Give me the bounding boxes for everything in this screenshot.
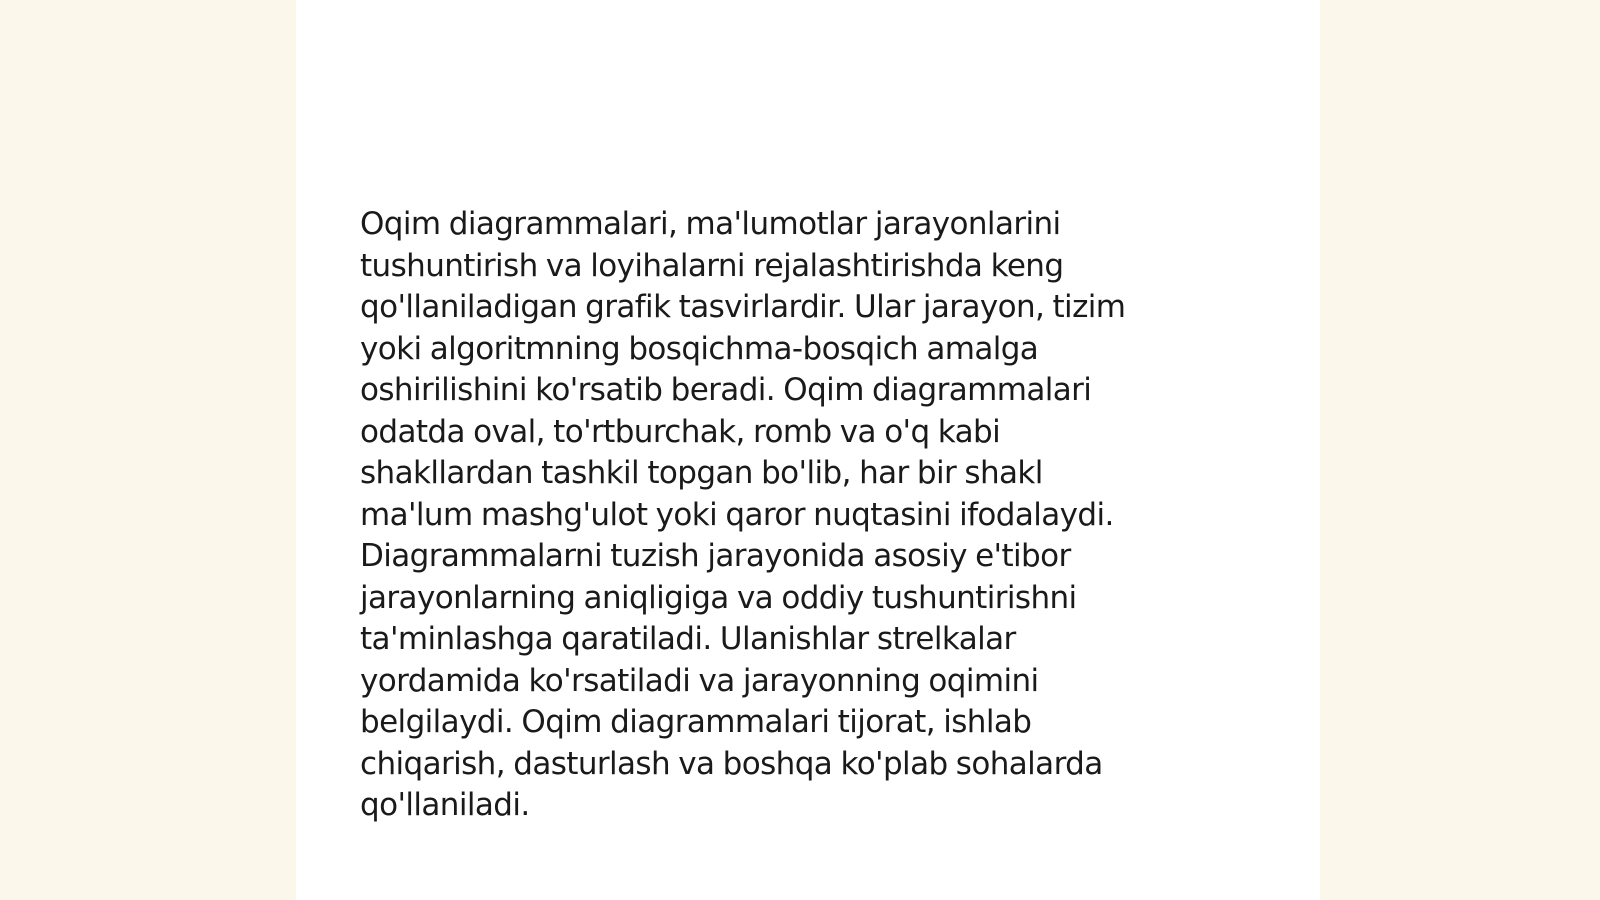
paragraph-line: qo'llaniladigan grafik tasvirlardir. Ular jarayon, tizim xyxy=(360,289,1126,325)
paragraph-line: yoki algoritmning bosqichma-bosqich amalga xyxy=(360,330,1039,367)
document-page xyxy=(296,0,1320,900)
paragraph-line: qo'llaniladi. xyxy=(360,787,530,823)
paragraph-line: shakllardan tashkil topgan bo'lib, har bir shakl xyxy=(360,455,1043,491)
body-paragraph xyxy=(360,204,1240,827)
paragraph-line: belgilaydi. Oqim diagrammalari tijorat, ishlab xyxy=(360,704,1032,740)
paragraph-line: tushuntirish va loyihalarni rejalashtirishda keng xyxy=(360,247,1064,284)
paragraph-line: oshirilishini ko'rsatib beradi. Oqim diagrammalari xyxy=(360,372,1092,408)
paragraph-line: ma'lum mashg'ulot yoki qaror nuqtasini ifodalaydi. xyxy=(360,496,1114,533)
paragraph-line: jarayonlarning aniqligiga va oddiy tushuntirishni xyxy=(360,579,1077,616)
paragraph-line: chiqarish, dasturlash va boshqa ko'plab sohalarda xyxy=(360,745,1103,782)
paragraph-line: ta'minlashga qaratiladi. Ulanishlar strelkalar xyxy=(360,621,1016,657)
paragraph-line: yordamida ko'rsatiladi va jarayonning oqimini xyxy=(360,662,1039,699)
paragraph-line: Diagrammalarni tuzish jarayonida asosiy e'tibor xyxy=(360,538,1071,574)
paragraph-line: Oqim diagrammalari, ma'lumotlar jarayonlarini xyxy=(360,206,1061,242)
paragraph-line: odatda oval, to'rtburchak, romb va o'q kabi xyxy=(360,413,1001,450)
